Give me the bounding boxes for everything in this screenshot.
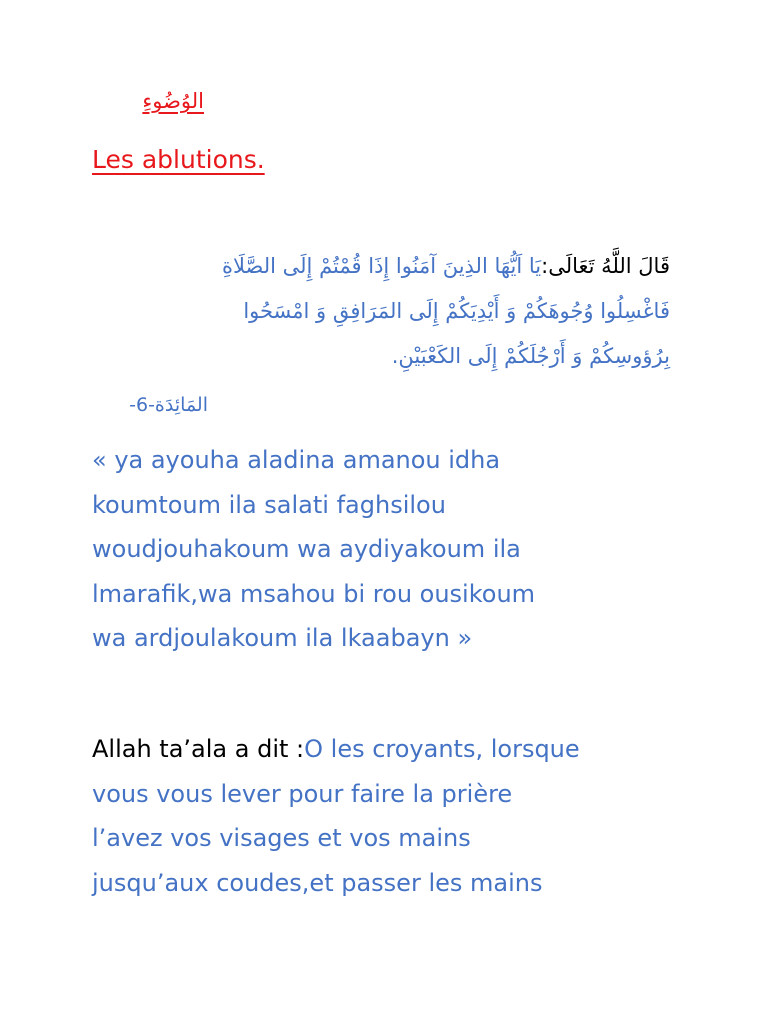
transliteration-line: woudjouhakoum wa aydiyakoum ila xyxy=(92,535,521,563)
french-translation xyxy=(92,727,692,905)
arabic-title: الوُضُوءِ xyxy=(142,89,204,113)
french-title: Les ablutions. xyxy=(92,145,265,174)
arabic-verse-line: فَاغْسِلُوا وُجُوهَكُمْ وَ أَيْدِيَكُمْ إِلَى المَرَافِقِ وَ امْسَحُوا xyxy=(243,299,670,323)
transliteration-line: koumtoum ila salati faghsilou xyxy=(92,490,446,519)
translation-line: jusqu’aux coudes,et passer les mains xyxy=(92,868,543,897)
arabic-verse-line: بِرُؤوسِكُمْ وَ أَرْجُلَكُمْ إِلَى الكَعْبَيْنِ. xyxy=(391,344,670,368)
arabic-speaker: قَالَ اللَّهُ تَعَالَى: xyxy=(541,254,670,278)
arabic-verse xyxy=(88,244,670,379)
translation-line xyxy=(92,727,692,772)
translation-line: l’avez vos visages et vos mains xyxy=(92,824,471,852)
transliteration xyxy=(92,438,652,661)
arabic-verse-line-text: يَا اَيُّهَا الذِينَ آمَنُوا إِذَا قُمْتُمْ إِلَى الصَّلَاةِ xyxy=(222,254,542,278)
translation-speaker: Allah ta’ala a dit : xyxy=(92,735,305,763)
transliteration-line: « ya ayouha aladina amanou idha xyxy=(92,446,501,474)
translation-line-text: O les croyants, lorsque xyxy=(304,735,580,763)
transliteration-line: wa ardjoulakoum ila lkaabayn » xyxy=(92,624,473,652)
surah-reference: المَائِدَة-6- xyxy=(129,394,208,416)
arabic-verse-line xyxy=(88,244,670,289)
translation-line: vous vous lever pour faire la prière xyxy=(92,779,513,808)
transliteration-line: lmarafik,wa msahou bi rou ousikoum xyxy=(92,579,536,608)
